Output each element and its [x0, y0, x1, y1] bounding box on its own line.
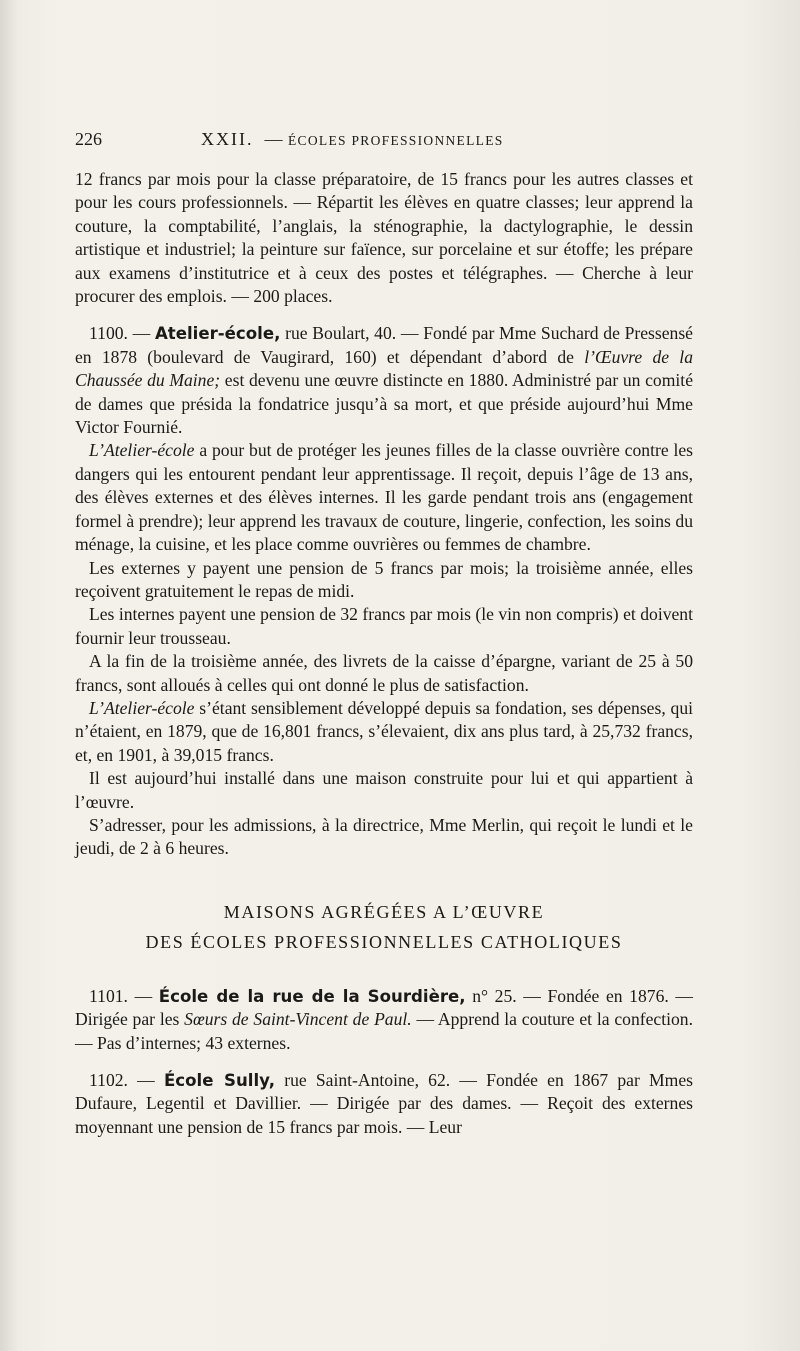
running-header	[75, 128, 693, 156]
entry-1101-name: École de la rue de la Sourdière,	[158, 986, 466, 1006]
entry-1102-paragraph	[75, 1069, 693, 1139]
entry-1102-name: École Sully,	[163, 1071, 276, 1090]
entry-1100-name: Atelier-école,	[154, 324, 281, 344]
entry-1100-text-b: est devenu une œuvre distincte en 1880. Administré par un comité de dames que présida la fondatrice jusqu’à sa mort, et que préside aujourd’hui Mme Victor Fournié.	[75, 370, 694, 438]
section-heading-line-2: DES ÉCOLES PROFESSIONNELLES CATHOLIQUES	[145, 931, 623, 952]
page-content	[75, 128, 693, 1139]
entry-1100-p2-text: a pour but de protéger les jeunes filles de la classe ouvrière contre les dangers qui les entourent pendant leur apprentissage. Il reçoit, depuis l’âge de 13 ans, des élèves externes et des élèves internes. Il les garde pendant trois ans (engagement formel à prendre); leur apprend les travaux de couture, lingerie, confection, les soins du ménage, la cuisine, et les place comme ouvrières ou femmes de chambre.	[75, 440, 693, 555]
entry-1102-number: 1102. —	[89, 1070, 164, 1090]
entry-1100-paragraph-2	[75, 439, 693, 556]
entry-1100-paragraph-6	[75, 697, 693, 767]
entry-1101	[75, 985, 693, 1055]
entry-1100-intro	[75, 322, 693, 439]
page-number: 226	[75, 129, 102, 149]
entry-1101-text-b: — Apprend la couture et la confection. — Pas d’internes; 43 externes.	[75, 1009, 693, 1053]
section-heading	[75, 897, 693, 957]
entry-1101-number: 1101. —	[89, 985, 159, 1006]
section-heading-line-1: MAISONS AGRÉGÉES A L’ŒUVRE	[223, 901, 545, 922]
entry-1100-number: 1100. —	[89, 323, 155, 344]
header-dash: —	[264, 129, 283, 149]
entry-1100-p6-text: s’étant sensiblement développé depuis sa fondation, ses dépenses, qui n’étaient, en 1879, que de 16,801 francs, s’élevaient, dix ans plus tard, à 25,732 francs, et, en 1901, à 39,015 francs.	[75, 697, 693, 765]
entry-1100-paragraph-4: Les internes payent une pension de 32 francs par mois (le vin non compris) et doivent fournir leur trousseau.	[75, 604, 693, 648]
entry-1102	[75, 1069, 693, 1139]
entry-1101-text-a: n° 25. — Fondée en 1876. — Dirigée par les	[75, 985, 693, 1030]
entry-1101-directors: Sœurs de Saint-Vincent de Paul.	[184, 1009, 412, 1030]
chapter-title: ÉCOLES PROFESSIONNELLES	[288, 133, 504, 148]
entry-1100-p6-italic: L’Atelier-école	[89, 697, 195, 718]
entry-1100-paragraph-7: Il est aujourd’hui installé dans une maison construite pour lui et qui appartient à l’œuvre.	[75, 768, 693, 812]
entry-1100-paragraph-8: S’adresser, pour les admissions, à la directrice, Mme Merlin, qui reçoit le lundi et le jeudi, de 2 à 6 heures.	[75, 814, 693, 859]
chapter-roman: XXII.	[201, 129, 254, 149]
entry-1100-p2-italic: L’Atelier-école	[89, 440, 195, 461]
continuation-paragraph: 12 francs par mois pour la classe préparatoire, de 15 francs pour les autres classes et pour les cours professionnels. — Répartit les élèves en quatre classes; leur apprend la couture, la comptabilité, l’anglais, la sténographie, la dactylographie, le dessin artistique et industriel; la peinture sur faïence, sur porcelaine et sur étoffe; les prépare aux examens d’institutrice et à ceux des postes et télégraphes. — Cherche à leur procurer des emplois. — 200 places.	[75, 169, 693, 307]
entry-1100	[75, 322, 693, 860]
running-title	[201, 128, 504, 152]
entry-1100-paragraph-5: A la fin de la troisième année, des livrets de la caisse d’épargne, variant de 25 à 50 francs, sont alloués à celles qui ont donné le plus de satisfaction.	[75, 651, 693, 695]
entry-1100-paragraph-3: Les externes y payent une pension de 5 francs par mois; la troisième année, elles reçoivent gratuitement le repas de midi.	[75, 557, 693, 601]
entry-1101-paragraph	[75, 985, 693, 1055]
entry-1100-text-a: rue Boulart, 40. — Fondé par Mme Suchard de Pressensé en 1878 (boulevard de Vaugirard, 160) et dépendant d’abord de	[75, 323, 693, 367]
entry-1102-text: rue Saint-Antoine, 62. — Fondée en 1867 par Mmes Dufaure, Legentil et Davillier. — Dirigée par des dames. — Reçoit des externes moyennant une pension de 15 francs par mois. — Leur	[75, 1070, 694, 1137]
entry-1100-work-title: l’Œuvre de la Chaussée du Maine;	[75, 346, 693, 391]
